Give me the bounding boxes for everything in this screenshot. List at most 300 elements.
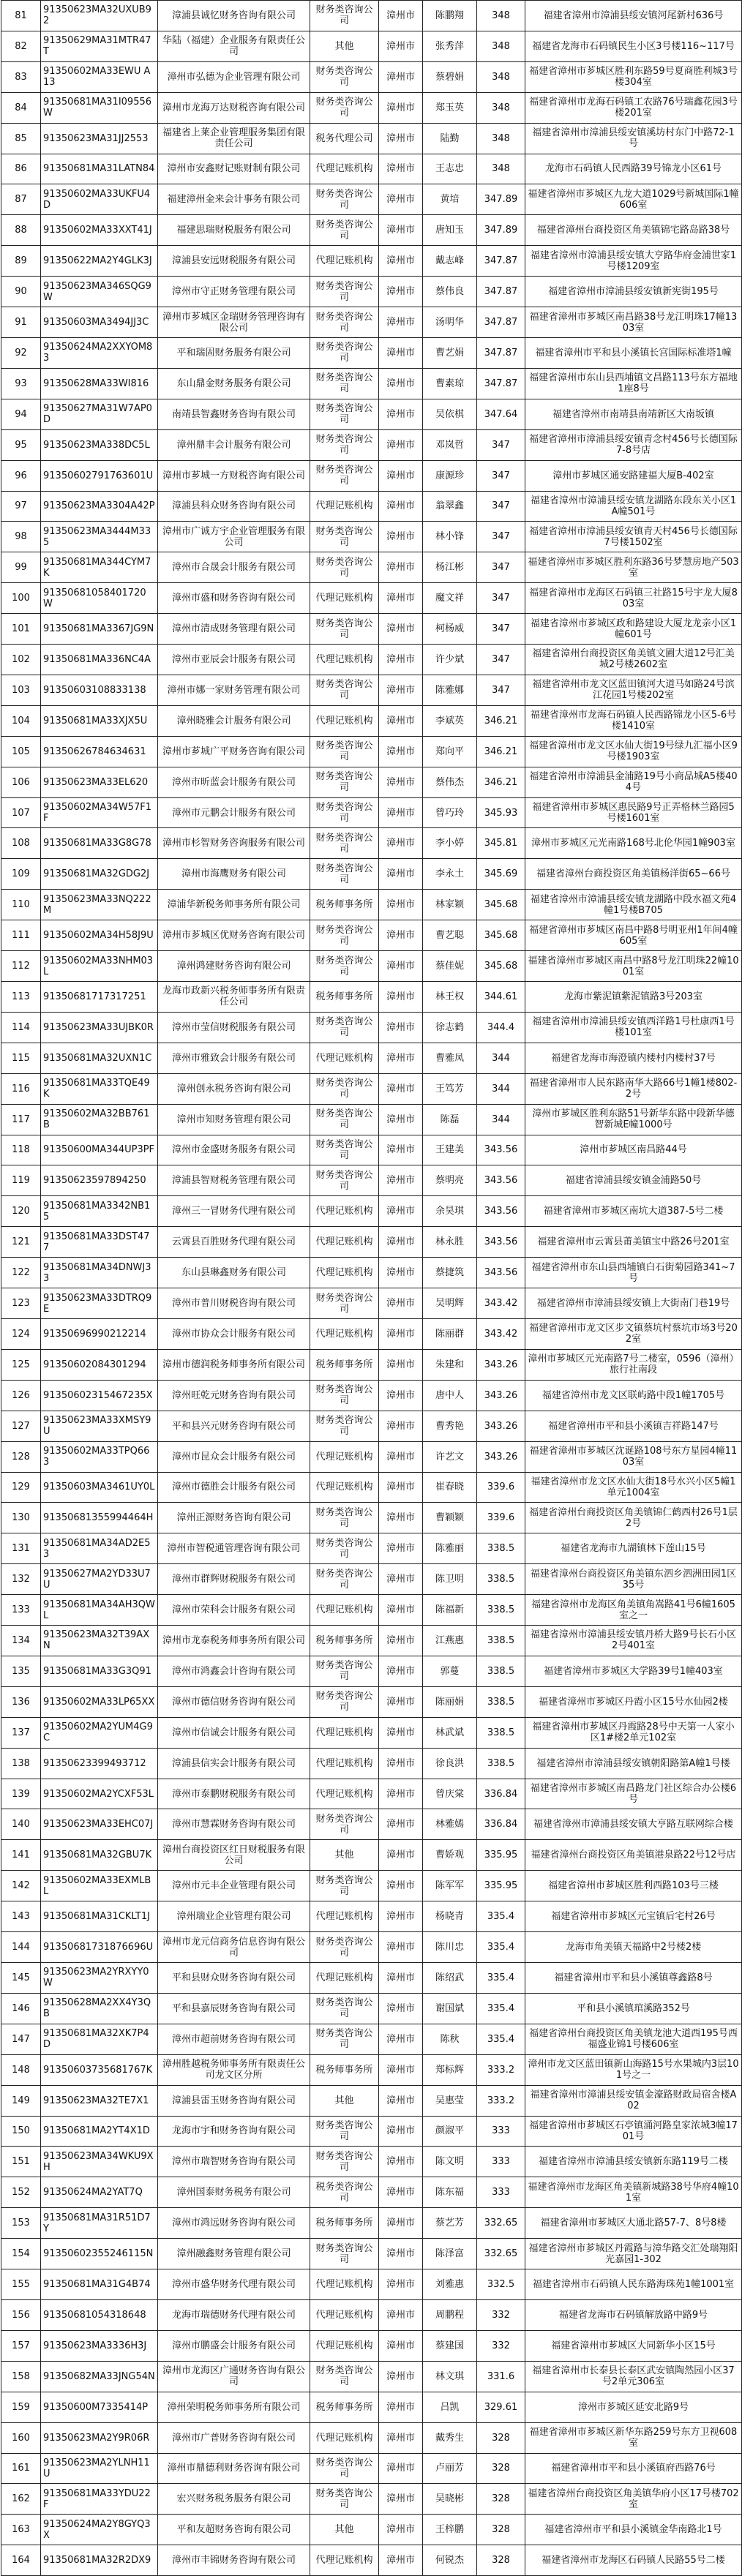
city-cell: 漳州市 [379, 154, 423, 184]
row-number-cell: 153 [1, 2208, 41, 2239]
contact-person-cell: 蔡明亮 [423, 1165, 477, 1196]
address-cell: 福建省漳州市芗城区南昌路38号龙江明珠17幢1303室 [525, 307, 742, 338]
contact-person-cell: 徐良洪 [423, 1748, 477, 1779]
score-cell: 348 [477, 92, 525, 123]
agency-type-cell: 财务类咨询公司 [310, 828, 379, 859]
agency-name-cell: 漳浦县诚忆财务咨询有限公司 [158, 1, 310, 31]
contact-person-cell: 徐志鹤 [423, 1012, 477, 1043]
city-cell: 漳州市 [379, 1533, 423, 1564]
row-number-cell: 86 [1, 154, 41, 184]
agency-type-cell: 代理记账机构 [310, 1043, 379, 1073]
credit-code-cell: 91350681355994464H [41, 1503, 158, 1533]
address-cell: 福建省漳州市漳浦县绥安镇大亨路互联网综合楼 [525, 1809, 742, 1840]
score-cell: 333.2 [477, 2085, 525, 2116]
contact-person-cell: 曹艺娟 [423, 337, 477, 368]
contact-person-cell: 魔文祥 [423, 583, 477, 614]
contact-person-cell: 邓岚哲 [423, 429, 477, 460]
agency-name-cell: 宏兴财务税务服务有限公司 [158, 2484, 310, 2515]
score-cell: 336.84 [477, 1809, 525, 1840]
city-cell: 漳州市 [379, 1349, 423, 1380]
city-cell: 漳州市 [379, 1043, 423, 1073]
address-cell: 福建省漳州市漳浦县绥安镇新宪街195号 [525, 277, 742, 307]
credit-code-cell: 91350623MA32UXUB92 [41, 1, 158, 31]
agency-name-cell: 漳州市元鹏会计服务有限公司 [158, 797, 310, 828]
agency-name-cell: 漳州市瑞智财务咨询有限公司 [158, 2147, 310, 2177]
credit-code-cell: 91350624MA2YAT7Q [41, 2177, 158, 2208]
credit-code-cell: 91350623597894250 [41, 1165, 158, 1196]
city-cell: 漳州市 [379, 2024, 423, 2054]
agency-name-cell: 漳州鼎丰会计服务有限公司 [158, 429, 310, 460]
credit-code-cell: 91350602355246115N [41, 2239, 158, 2269]
city-cell: 漳州市 [379, 92, 423, 123]
row-number-cell: 95 [1, 429, 41, 460]
address-cell: 福建省漳州市龙海区石码镇三社路15号宇龙大厦803室 [525, 583, 742, 614]
contact-person-cell: 黄培 [423, 184, 477, 215]
city-cell: 漳州市 [379, 368, 423, 399]
agency-name-cell: 漳州市盛华财务代理有限公司 [158, 2269, 310, 2300]
agency-type-cell: 财务类咨询公司 [310, 337, 379, 368]
address-cell: 福建省龙海市九湖镇林下莲山15号 [525, 1533, 742, 1564]
contact-person-cell: 曾庆棠 [423, 1779, 477, 1809]
credit-code-cell: 91350602791763601U [41, 460, 158, 491]
agency-type-cell: 税务师事务所 [310, 890, 379, 920]
city-cell: 漳州市 [379, 2515, 423, 2545]
contact-person-cell: 吴依棋 [423, 399, 477, 429]
score-cell: 347.87 [477, 246, 525, 277]
row-number-cell: 104 [1, 705, 41, 736]
row-number-cell: 132 [1, 1564, 41, 1595]
agency-type-cell: 税务类咨询公司 [310, 2177, 379, 2208]
city-cell: 漳州市 [379, 1748, 423, 1779]
agency-name-cell: 漳州市协众会计服务有限公司 [158, 1318, 310, 1349]
row-number-cell: 148 [1, 2054, 41, 2085]
contact-person-cell: 王建美 [423, 1135, 477, 1165]
credit-code-cell: 91350623399493712 [41, 1748, 158, 1779]
address-cell: 漳州市芗城区元光南路168号北伦华园1幢903室 [525, 828, 742, 859]
address-cell: 福建省漳州市芗城区南昌路龙门社区综合办公楼6号 [525, 1779, 742, 1809]
address-cell: 福建省漳州市芗城区政和路建设大厦龙龙亲小区1幢601号 [525, 614, 742, 645]
row-number-cell: 106 [1, 767, 41, 797]
agency-type-cell: 财务类咨询公司 [310, 1686, 379, 1717]
contact-person-cell: 江燕惠 [423, 1626, 477, 1656]
score-cell: 347 [477, 552, 525, 583]
agency-name-cell: 漳州市杉智财务咨询服务有限公司 [158, 828, 310, 859]
credit-code-cell: 91350627MA31W7AP0D [41, 399, 158, 429]
agency-type-cell: 财务类咨询公司 [310, 920, 379, 951]
contact-person-cell: 曾巧玲 [423, 797, 477, 828]
city-cell: 漳州市 [379, 2392, 423, 2422]
score-cell: 347 [477, 583, 525, 614]
table-row [1, 890, 742, 920]
city-cell: 漳州市 [379, 2239, 423, 2269]
table-row [1, 1196, 742, 1227]
contact-person-cell: 杨江彬 [423, 552, 477, 583]
agency-name-cell: 漳州胜越税务师事务所有限责任公司龙文区分所 [158, 2054, 310, 2085]
agency-type-cell: 代理记账机构 [310, 1227, 379, 1258]
score-cell: 339.6 [477, 1472, 525, 1503]
agency-type-cell: 财务类咨询公司 [310, 1073, 379, 1104]
city-cell: 漳州市 [379, 2422, 423, 2453]
agency-type-cell: 其他 [310, 2515, 379, 2545]
agency-type-cell: 财务类咨询公司 [310, 61, 379, 92]
table-row [1, 2024, 742, 2054]
table-row [1, 1564, 742, 1595]
row-number-cell: 109 [1, 859, 41, 890]
table-row [1, 2147, 742, 2177]
score-cell: 345.68 [477, 951, 525, 982]
agency-name-cell: 漳州市鹏盛会计服务有限公司 [158, 2330, 310, 2361]
address-cell: 福建省漳州市人民东路南华大路66号1幢1楼802-2号 [525, 1073, 742, 1104]
city-cell: 漳州市 [379, 614, 423, 645]
contact-person-cell: 曹雅凤 [423, 1043, 477, 1073]
city-cell: 漳州市 [379, 2361, 423, 2392]
address-cell: 福建省漳州市芗城区九龙大道1029号新城国际1幢606室 [525, 184, 742, 215]
agency-type-cell: 财务类咨询公司 [310, 429, 379, 460]
agency-name-cell: 漳州市合晟会计服务有限公司 [158, 552, 310, 583]
agency-type-cell: 代理记账机构 [310, 2299, 379, 2330]
row-number-cell: 157 [1, 2330, 41, 2361]
table-row [1, 1533, 742, 1564]
contact-person-cell: 谢国斌 [423, 1993, 477, 2024]
row-number-cell: 97 [1, 491, 41, 522]
contact-person-cell: 朱建和 [423, 1349, 477, 1380]
credit-code-cell: 91350628MA2XX4Y3QB [41, 1993, 158, 2024]
score-cell: 345.68 [477, 890, 525, 920]
contact-person-cell: 许少斌 [423, 645, 477, 675]
contact-person-cell: 陈绍武 [423, 1963, 477, 1994]
credit-code-cell: 91350681054318648 [41, 2299, 158, 2330]
credit-code-cell: 91350623MA2Y9R06R [41, 2422, 158, 2453]
credit-code-cell: 91350623MA31JJ2553 [41, 123, 158, 154]
credit-code-cell: 91350602MA34H58J9U [41, 920, 158, 951]
score-cell: 347 [477, 645, 525, 675]
row-number-cell: 101 [1, 614, 41, 645]
agency-type-cell: 代理记账机构 [310, 2422, 379, 2453]
row-number-cell: 124 [1, 1318, 41, 1349]
row-number-cell: 82 [1, 31, 41, 61]
table-row [1, 2239, 742, 2269]
contact-person-cell: 刘雅惠 [423, 2269, 477, 2300]
score-cell: 347.64 [477, 399, 525, 429]
city-cell: 漳州市 [379, 1135, 423, 1165]
score-cell: 335.4 [477, 2024, 525, 2054]
address-cell: 福建省漳州市漳浦县绥安镇新东路119号二楼 [525, 2147, 742, 2177]
agency-type-cell: 代理记账机构 [310, 705, 379, 736]
table-row [1, 337, 742, 368]
credit-code-cell: 91350600M7335414P [41, 2392, 158, 2422]
row-number-cell: 113 [1, 982, 41, 1013]
contact-person-cell: 林雅嫣 [423, 1809, 477, 1840]
city-cell: 漳州市 [379, 429, 423, 460]
address-cell: 漳州市芗城区延安北路9号 [525, 2392, 742, 2422]
city-cell: 漳州市 [379, 2484, 423, 2515]
address-cell: 福建省漳州市漳浦县绥安镇西洋路1号杜康西1号楼101室 [525, 1012, 742, 1043]
credit-code-cell: 91350626784634631 [41, 736, 158, 767]
agency-name-cell: 漳州市普川财税咨询有限公司 [158, 1288, 310, 1319]
credit-code-cell: 91350628MA33WI816 [41, 368, 158, 399]
table-row [1, 1993, 742, 2024]
credit-code-cell: 91350603MA3494JJ3C [41, 307, 158, 338]
address-cell: 福建省漳州市南靖县南靖新区大南坂镇 [525, 399, 742, 429]
score-cell: 338.5 [477, 1533, 525, 1564]
agency-name-cell: 龙海市政新兴税务师事务所有限责任公司 [158, 982, 310, 1013]
agency-name-cell: 龙海市瑞德财务代理有限公司 [158, 2299, 310, 2330]
address-cell: 福建省漳州市漳浦县金浦路19号小商品城A5楼404号 [525, 767, 742, 797]
score-cell: 335.95 [477, 1840, 525, 1871]
credit-code-cell: 91350681MA31I09556W [41, 92, 158, 123]
city-cell: 漳州市 [379, 184, 423, 215]
score-cell: 338.5 [477, 1626, 525, 1656]
table-row [1, 1932, 742, 1963]
city-cell: 漳州市 [379, 123, 423, 154]
row-number-cell: 105 [1, 736, 41, 767]
score-cell: 333.2 [477, 2054, 525, 2085]
score-cell: 343.26 [477, 1411, 525, 1441]
credit-code-cell: 91350681MA34DNWJ33 [41, 1258, 158, 1288]
address-cell: 福建省漳州市龙文区水仙大街19号绿九汇福小区9号楼1903室 [525, 736, 742, 767]
agency-type-cell: 代理记账机构 [310, 491, 379, 522]
table-row [1, 1809, 742, 1840]
credit-code-cell: 91350623MA33UJBK0R [41, 1012, 158, 1043]
score-cell: 338.5 [477, 1748, 525, 1779]
score-cell: 343.56 [477, 1135, 525, 1165]
agency-name-cell: 漳州市安鑫财记账财制有限公司 [158, 154, 310, 184]
row-number-cell: 154 [1, 2239, 41, 2269]
table-row [1, 399, 742, 429]
city-cell: 漳州市 [379, 2116, 423, 2147]
table-row [1, 184, 742, 215]
address-cell: 福建省漳州台商投资区角美镇文圃大道12号汇美城2号楼2602室 [525, 645, 742, 675]
city-cell: 漳州市 [379, 246, 423, 277]
city-cell: 漳州市 [379, 1012, 423, 1043]
address-cell: 福建省漳州市漳浦县绥安镇朝阳路第A幢1号楼 [525, 1748, 742, 1779]
score-cell: 333 [477, 2177, 525, 2208]
contact-person-cell: 曹艺聪 [423, 920, 477, 951]
city-cell: 漳州市 [379, 460, 423, 491]
table-row [1, 2177, 742, 2208]
contact-person-cell: 戴秀生 [423, 2422, 477, 2453]
agency-name-cell: 漳浦县信实会计服务有限公司 [158, 1748, 310, 1779]
row-number-cell: 144 [1, 1932, 41, 1963]
city-cell: 漳州市 [379, 1288, 423, 1319]
agency-name-cell: 漳州市泰鹏财税服务有限公司 [158, 1779, 310, 1809]
agency-type-cell: 代理记账机构 [310, 2545, 379, 2576]
agency-name-cell: 漳州市海鹰财务有限公司 [158, 859, 310, 890]
row-number-cell: 129 [1, 1472, 41, 1503]
address-cell: 福建省漳州市云霄县莆美镇宝中路26号201室 [525, 1227, 742, 1258]
table-row [1, 1227, 742, 1258]
agency-type-cell: 其他 [310, 31, 379, 61]
table-row [1, 522, 742, 552]
agency-name-cell: 漳州市莹信财税服务有限公司 [158, 1012, 310, 1043]
contact-person-cell: 汤明华 [423, 307, 477, 338]
contact-person-cell: 陆勤 [423, 123, 477, 154]
address-cell: 福建省漳州市龙海区角美镇角嵩路41号6幢1605室之一 [525, 1595, 742, 1626]
score-cell: 346.21 [477, 736, 525, 767]
table-row [1, 1717, 742, 1748]
score-cell: 344 [477, 1073, 525, 1104]
contact-person-cell: 崔春晓 [423, 1472, 477, 1503]
table-row [1, 797, 742, 828]
score-cell: 338.5 [477, 1656, 525, 1686]
row-number-cell: 135 [1, 1656, 41, 1686]
credit-code-cell: 91350681MA2YT4X1D [41, 2116, 158, 2147]
address-cell: 福建省漳州市漳浦县绥安镇丹桥大路9号长石小区2号401室 [525, 1626, 742, 1656]
contact-person-cell: 陈川忠 [423, 1932, 477, 1963]
contact-person-cell: 蔡艺芳 [423, 2208, 477, 2239]
agency-type-cell: 财务类咨询公司 [310, 307, 379, 338]
table-row [1, 2515, 742, 2545]
contact-person-cell: 戴志峰 [423, 246, 477, 277]
row-number-cell: 107 [1, 797, 41, 828]
city-cell: 漳州市 [379, 215, 423, 246]
row-number-cell: 83 [1, 61, 41, 92]
contact-person-cell: 吕凯 [423, 2392, 477, 2422]
score-cell: 343.26 [477, 1349, 525, 1380]
score-cell: 333 [477, 2116, 525, 2147]
score-cell: 347.89 [477, 184, 525, 215]
agency-name-cell: 漳州市信诚会计服务有限公司 [158, 1717, 310, 1748]
score-cell: 347.87 [477, 307, 525, 338]
table-row [1, 307, 742, 338]
agency-name-cell: 漳州市清成财务管理有限公司 [158, 614, 310, 645]
table-row [1, 1656, 742, 1686]
agency-name-cell: 漳州市雅致会计服务有限公司 [158, 1043, 310, 1073]
score-cell: 343.56 [477, 1165, 525, 1196]
address-cell: 漳州市芗城区胜利东路51号新华东路中段新华德智新城E幢1000号 [525, 1104, 742, 1135]
score-cell: 347.89 [477, 215, 525, 246]
city-cell: 漳州市 [379, 2147, 423, 2177]
city-cell: 漳州市 [379, 736, 423, 767]
agency-type-cell: 代理记账机构 [310, 583, 379, 614]
row-number-cell: 147 [1, 2024, 41, 2054]
credit-code-cell: 91350602MA33UKFU4D [41, 184, 158, 215]
contact-person-cell: 唐中人 [423, 1380, 477, 1411]
agency-type-cell: 代理记账机构 [310, 1441, 379, 1472]
agency-ranking-table [1, 0, 742, 2576]
agency-name-cell: 漳州市知财务管理有限公司 [158, 1104, 310, 1135]
city-cell: 漳州市 [379, 2299, 423, 2330]
score-cell: 345.68 [477, 920, 525, 951]
city-cell: 漳州市 [379, 2269, 423, 2300]
table-row [1, 2269, 742, 2300]
score-cell: 345.69 [477, 859, 525, 890]
address-cell: 福建省漳州市芗城区胜利东路36号梦慧房地产503室 [525, 552, 742, 583]
score-cell: 335.4 [477, 1932, 525, 1963]
score-cell: 331.6 [477, 2361, 525, 2392]
city-cell: 漳州市 [379, 1318, 423, 1349]
address-cell: 福建省漳州市芗城区石亭镇涌河路皇家浓城3幢1701号 [525, 2116, 742, 2147]
address-cell: 福建省漳州市平和县小溪镇尊鑫路8号 [525, 1963, 742, 1994]
credit-code-cell: 91350623MA2YRXYY0W [41, 1963, 158, 1994]
agency-type-cell: 财务类咨询公司 [310, 2484, 379, 2515]
credit-code-cell: 91350681MA31G4B74 [41, 2269, 158, 2300]
agency-type-cell: 财务类咨询公司 [310, 92, 379, 123]
agency-name-cell: 漳州市芗城一方财税咨询有限公司 [158, 460, 310, 491]
table-row [1, 2484, 742, 2515]
agency-name-cell: 漳州市德信财务咨询有限公司 [158, 1686, 310, 1717]
address-cell: 福建省漳州市龙海石码镇工农路76号瑞鑫花园3号楼201室 [525, 92, 742, 123]
address-cell: 福建省漳州市芗城区丹霞路与漳华路交汇处瑞翔阳光嘉园1-302 [525, 2239, 742, 2269]
table-row [1, 675, 742, 705]
contact-person-cell: 颜淑平 [423, 2116, 477, 2147]
score-cell: 347.87 [477, 337, 525, 368]
credit-code-cell: 91350603735681767K [41, 2054, 158, 2085]
credit-code-cell: 91350623MA33EHC07J [41, 1809, 158, 1840]
agency-name-cell: 漳州市鼎德利财务咨询有限公司 [158, 2453, 310, 2484]
row-number-cell: 81 [1, 1, 41, 31]
agency-type-cell: 代理记账机构 [310, 246, 379, 277]
contact-person-cell: 林家颖 [423, 890, 477, 920]
table-row [1, 31, 742, 61]
score-cell: 332.5 [477, 2269, 525, 2300]
row-number-cell: 99 [1, 552, 41, 583]
table-row [1, 1349, 742, 1380]
score-cell: 343.26 [477, 1380, 525, 1411]
score-cell: 347 [477, 614, 525, 645]
agency-type-cell: 代理记账机构 [310, 154, 379, 184]
row-number-cell: 128 [1, 1441, 41, 1472]
city-cell: 漳州市 [379, 1932, 423, 1963]
table-row [1, 2299, 742, 2330]
agency-type-cell: 税务师事务所 [310, 1626, 379, 1656]
agency-type-cell: 财务类咨询公司 [310, 552, 379, 583]
table-row [1, 859, 742, 890]
credit-code-cell: 91350681MA336NC4A [41, 645, 158, 675]
row-number-cell: 111 [1, 920, 41, 951]
agency-name-cell: 漳浦县科众财务咨询有限公司 [158, 491, 310, 522]
address-cell: 福建省漳州市芗城区大学路39号1幢403室 [525, 1656, 742, 1686]
agency-name-cell: 漳州市龙海万达财税咨询有限公司 [158, 92, 310, 123]
address-cell: 福建省漳州市漳浦县绥安镇青天村456号长德国际7号楼1502室 [525, 522, 742, 552]
city-cell: 漳州市 [379, 522, 423, 552]
table-body [1, 1, 742, 2576]
city-cell: 漳州市 [379, 2085, 423, 2116]
table-row [1, 1871, 742, 1901]
row-number-cell: 131 [1, 1533, 41, 1564]
address-cell: 福建省漳州市漳浦县绥安镇河尾新村636号 [525, 1, 742, 31]
contact-person-cell: 何锐杰 [423, 2545, 477, 2576]
table-row [1, 552, 742, 583]
address-cell: 福建省漳州市龙海石码镇人民西路锦龙小区5-6号楼1410室 [525, 705, 742, 736]
contact-person-cell: 陈秋 [423, 2024, 477, 2054]
address-cell: 福建省漳州市漳浦县绥安镇龙湖路中段水福文苑4幢1号楼B705 [525, 890, 742, 920]
agency-type-cell: 财务类咨询公司 [310, 797, 379, 828]
contact-person-cell: 曹颖颖 [423, 1503, 477, 1533]
row-number-cell: 156 [1, 2299, 41, 2330]
agency-name-cell: 漳州旺乾元财务咨询有限公司 [158, 1380, 310, 1411]
table-row [1, 429, 742, 460]
table-row [1, 1963, 742, 1994]
credit-code-cell: 91350623MA338DC5L [41, 429, 158, 460]
address-cell: 漳州市龙文区蓝田镇新山海路15号水果城内3层101号之一 [525, 2054, 742, 2085]
city-cell: 漳州市 [379, 767, 423, 797]
agency-type-cell: 财务类咨询公司 [310, 460, 379, 491]
agency-name-cell: 漳浦华新税务师事务所有限公司 [158, 890, 310, 920]
score-cell: 347 [477, 429, 525, 460]
city-cell: 漳州市 [379, 828, 423, 859]
address-cell: 福建省漳州市芗城区丹霞路28号中天第一人家小区1#楼2单元102室 [525, 1717, 742, 1748]
agency-type-cell: 财务类咨询公司 [310, 1411, 379, 1441]
agency-type-cell: 财务类咨询公司 [310, 767, 379, 797]
address-cell: 福建省漳州市漳浦县绥安镇大亨路华府金浦世家1号楼1209室 [525, 246, 742, 277]
city-cell: 漳州市 [379, 2330, 423, 2361]
contact-person-cell: 蔡佳妮 [423, 951, 477, 982]
row-number-cell: 115 [1, 1043, 41, 1073]
score-cell: 336.84 [477, 1779, 525, 1809]
agency-name-cell: 漳州市德润税务师事务所有限公司 [158, 1349, 310, 1380]
city-cell: 漳州市 [379, 1104, 423, 1135]
